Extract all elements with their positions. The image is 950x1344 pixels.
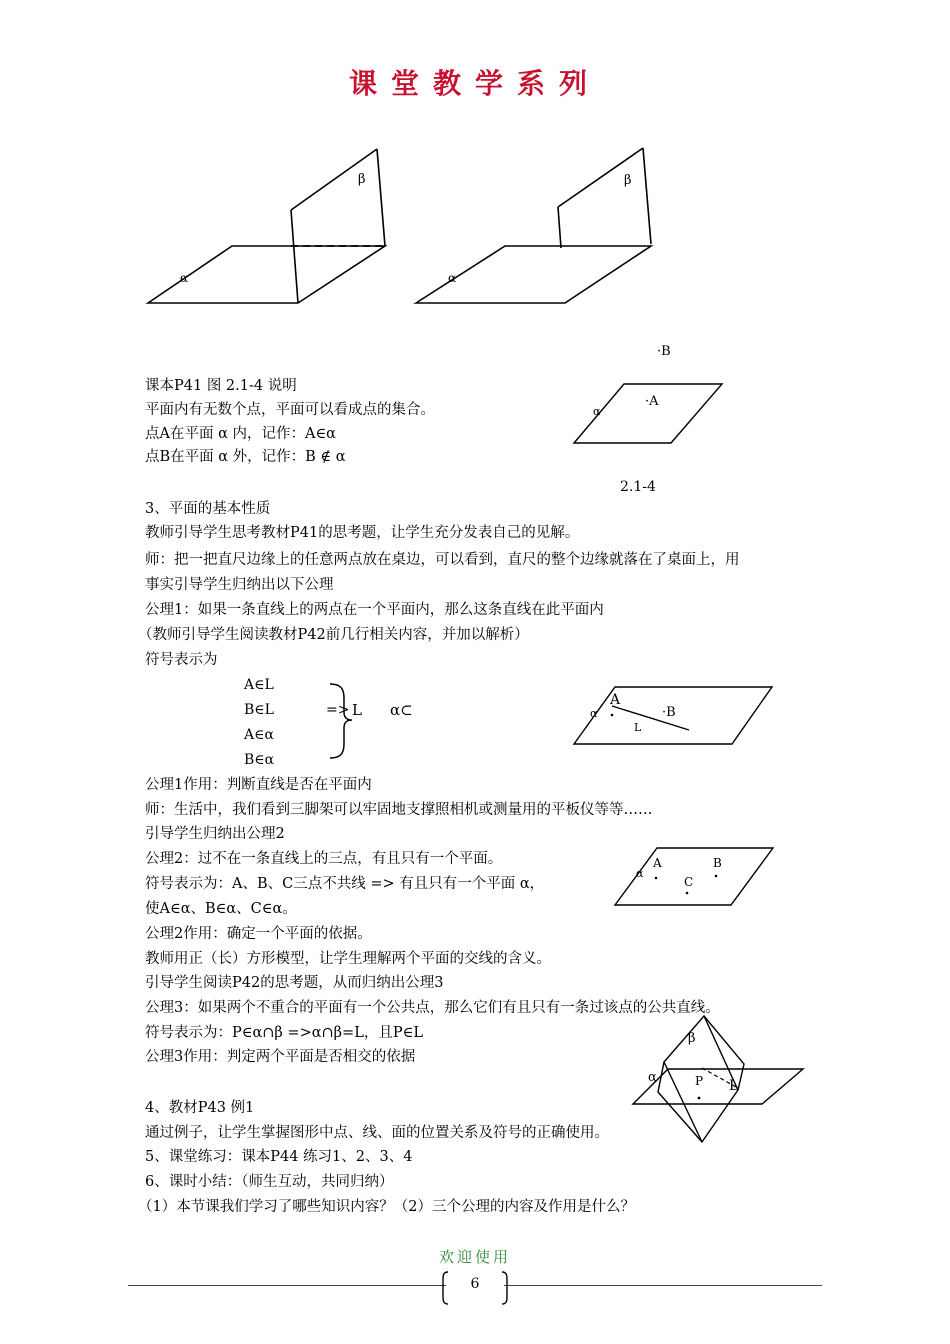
text-line: 符号表示为: [145, 652, 218, 668]
text-line: 师：生活中，我们看到三脚架可以牢固地支撑照相机或测量用的平板仪等等……: [145, 802, 653, 818]
alpha-label: α: [180, 271, 189, 285]
text-line: 平面内有无数个点，平面可以看成点的集合。: [145, 402, 435, 418]
text-line: 引导学生归纳出公理2: [145, 826, 285, 842]
text-line: 公理3：如果两个不重合的平面有一个公共点，那么它们有且只有一条过该点的公共直线。: [145, 1000, 720, 1016]
alpha-label: α: [590, 707, 598, 720]
footer-rule-right: [504, 1285, 822, 1286]
point-c-label: C: [684, 875, 694, 889]
figure-line-in-plane: [570, 682, 780, 752]
point-p-label: P: [695, 1074, 704, 1088]
figure-2-1-4: [565, 340, 735, 500]
text-line: 通过例子，让学生掌握图形中点、线、面的位置关系及符号的正确使用。: [145, 1125, 609, 1141]
line-l-label: L: [634, 721, 642, 734]
text-line: 点A在平面 α 内，记作：A∈α: [145, 426, 336, 442]
beta-label: β: [624, 173, 632, 188]
page-title: 课堂教学系列: [348, 67, 601, 100]
line-l-label: L: [729, 1078, 739, 1094]
text-line: 教师引导学生思考教材P41的思考题，让学生充分发表自己的见解。: [145, 525, 580, 541]
section-heading: 6、课时小结：（师生互动，共同归纳）: [145, 1174, 394, 1190]
symbol-implies: =>: [326, 702, 350, 718]
text-line: 公理1作用：判断直线是否在平面内: [145, 777, 372, 793]
alpha-label: α: [593, 405, 601, 418]
figure-caption: 2.1-4: [620, 479, 656, 495]
alpha-label: α: [448, 271, 457, 285]
point-b-label: B: [713, 856, 722, 870]
symbol-alpha-subset: α⊂: [390, 701, 413, 719]
text-line: 公理2作用：确定一个平面的依据。: [145, 926, 372, 942]
text-line: 符号表示为：P∈α∩β =>α∩β=L，且P∈L: [145, 1025, 423, 1041]
figure-intersecting-planes-1: [140, 140, 400, 315]
beta-label: β: [358, 172, 366, 187]
text-line: 公理3作用：判定两个平面是否相交的依据: [145, 1049, 416, 1065]
point-a-label: A: [653, 856, 662, 870]
text-line: （1）本节课我们学习了哪些知识内容？（2）三个公理的内容及作用是什么？: [138, 1199, 635, 1215]
symbol-b-in-l: B∈L: [244, 702, 274, 718]
brace-icon: [326, 682, 356, 762]
symbol-a-in-l: A∈L: [244, 677, 274, 693]
section-heading: 3、平面的基本性质: [145, 501, 271, 517]
text-line: 引导学生阅读P42的思考题，从而归纳出公理3: [145, 975, 444, 991]
alpha-label: α: [636, 867, 644, 880]
symbol-b-in-alpha: B∈α: [244, 752, 275, 768]
text-line: 符号表示为：A、B、C三点不共线 => 有且只有一个平面 α，: [145, 876, 545, 892]
figure-intersecting-planes-2: [410, 140, 670, 315]
text-line: 公理1：如果一条直线上的两点在一个平面内，那么这条直线在此平面内: [145, 602, 604, 618]
text-line: （教师引导学生阅读教材P42前几行相关内容，并加以解析）: [138, 627, 529, 643]
footer-rule-left: [128, 1285, 446, 1286]
point-a-label: A: [610, 692, 621, 708]
text-line: 师：把一把直尺边缘上的任意两点放在桌边，可以看到，直尺的整个边缘就落在了桌面上，用: [145, 552, 740, 568]
section-heading: 4、教材P43 例1: [145, 1100, 255, 1116]
text-line: 教师用正（长）方形模型，让学生理解两个平面的交线的含义。: [145, 951, 551, 967]
point-b-label: ·B: [662, 705, 676, 720]
section-heading: 5、课堂练习：课本P44 练习1、2、3、4: [145, 1149, 413, 1165]
page-number: 6: [470, 1276, 480, 1292]
text-line: 公理2：过不在一条直线上的三点，有且只有一个平面。: [145, 851, 503, 867]
alpha-label: α: [648, 1070, 657, 1085]
symbol-a-in-alpha: A∈α: [244, 727, 274, 743]
figure-three-points-plane: [612, 845, 782, 910]
point-a-label: ·A: [645, 394, 659, 409]
footer-text: 欢迎使用: [438, 1248, 511, 1266]
point-b-label: ·B: [657, 344, 671, 359]
figure-planes-intersect-line: [628, 1008, 808, 1158]
text-line: 使A∈α、B∈α、C∈α。: [145, 901, 297, 917]
text-line: 点B在平面 α 外，记作：B ∉ α: [145, 449, 346, 465]
text-line: 课本P41 图 2.1-4 说明: [145, 378, 297, 394]
beta-label: β: [688, 1031, 696, 1046]
symbol-l: L: [352, 701, 362, 719]
text-line: 事实引导学生归纳出以下公理: [145, 577, 334, 593]
